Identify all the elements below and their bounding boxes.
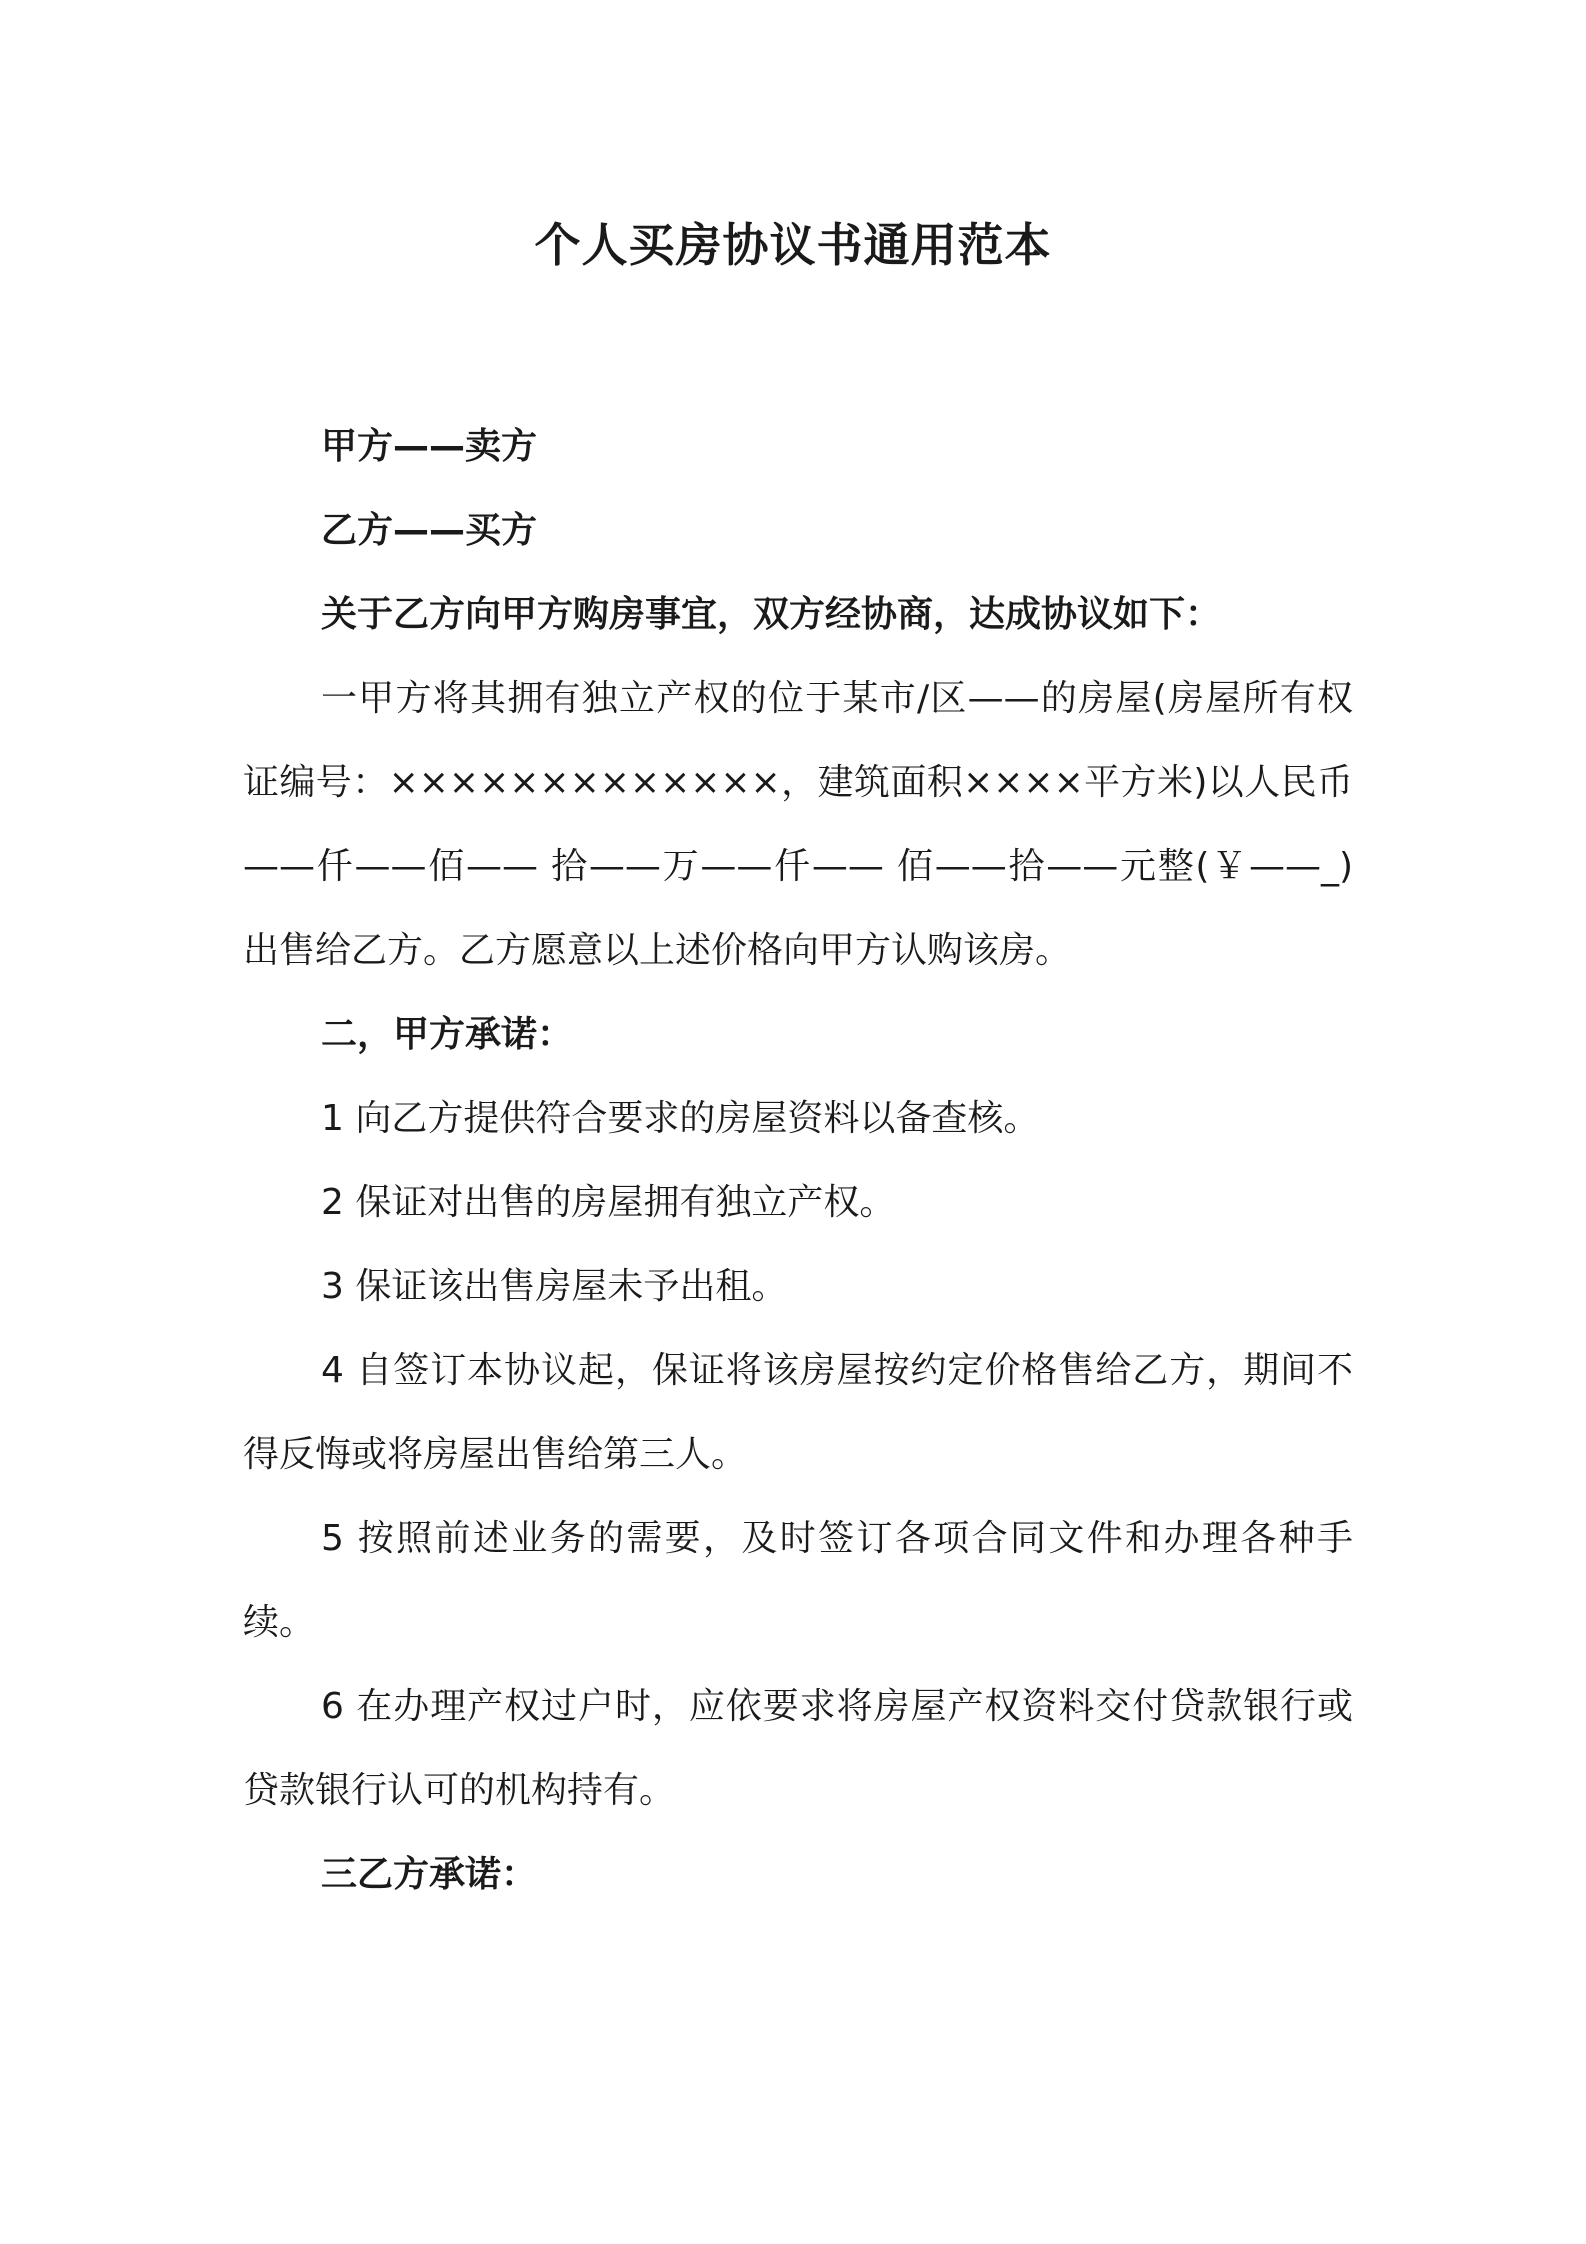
party-b-line: 乙方——买方 [321, 510, 538, 551]
commitment-item-4: 4 自签订本协议起，保证将该房屋按约定价格售给乙方，期间不得反悔或将房屋出售给第三人。 [243, 1350, 1353, 1475]
agreement-intro: 关于乙方向甲方购房事宜，双方经协商，达成协议如下： [321, 594, 1222, 635]
commitment-item-6: 6 在办理产权过户时，应依要求将房屋产权资料交付贷款银行或贷款银行认可的机构持有。 [243, 1686, 1353, 1811]
party-a-line: 甲方——卖方 [321, 426, 538, 467]
document-title: 个人买房协议书通用范本 [534, 218, 1052, 272]
commitment-item-3: 3 保证该出售房屋未予出租。 [321, 1266, 788, 1307]
commitment-item-2: 2 保证对出售的房屋拥有独立产权。 [321, 1182, 896, 1223]
section-heading-party-b-commitments: 三乙方承诺： [321, 1854, 538, 1895]
commitment-item-5: 5 按照前述业务的需要，及时签订各项合同文件和办理各种手续。 [243, 1518, 1353, 1643]
document-body [243, 405, 1353, 1917]
clause-1-sale-terms: 一甲方将其拥有独立产权的位于某市/区——的房屋(房屋所有权证编号：×××××××××××××，建筑面积××××平方米)以人民币——仟——佰—— 拾——万——仟—— 佰——拾——元整(￥——_)出售给乙方。乙方愿意以上述价格向甲方认购该房。 [243, 678, 1353, 971]
section-heading-party-a-commitments: 二，甲方承诺： [321, 1014, 574, 1055]
commitment-item-1: 1 向乙方提供符合要求的房屋资料以备查核。 [321, 1098, 1040, 1139]
